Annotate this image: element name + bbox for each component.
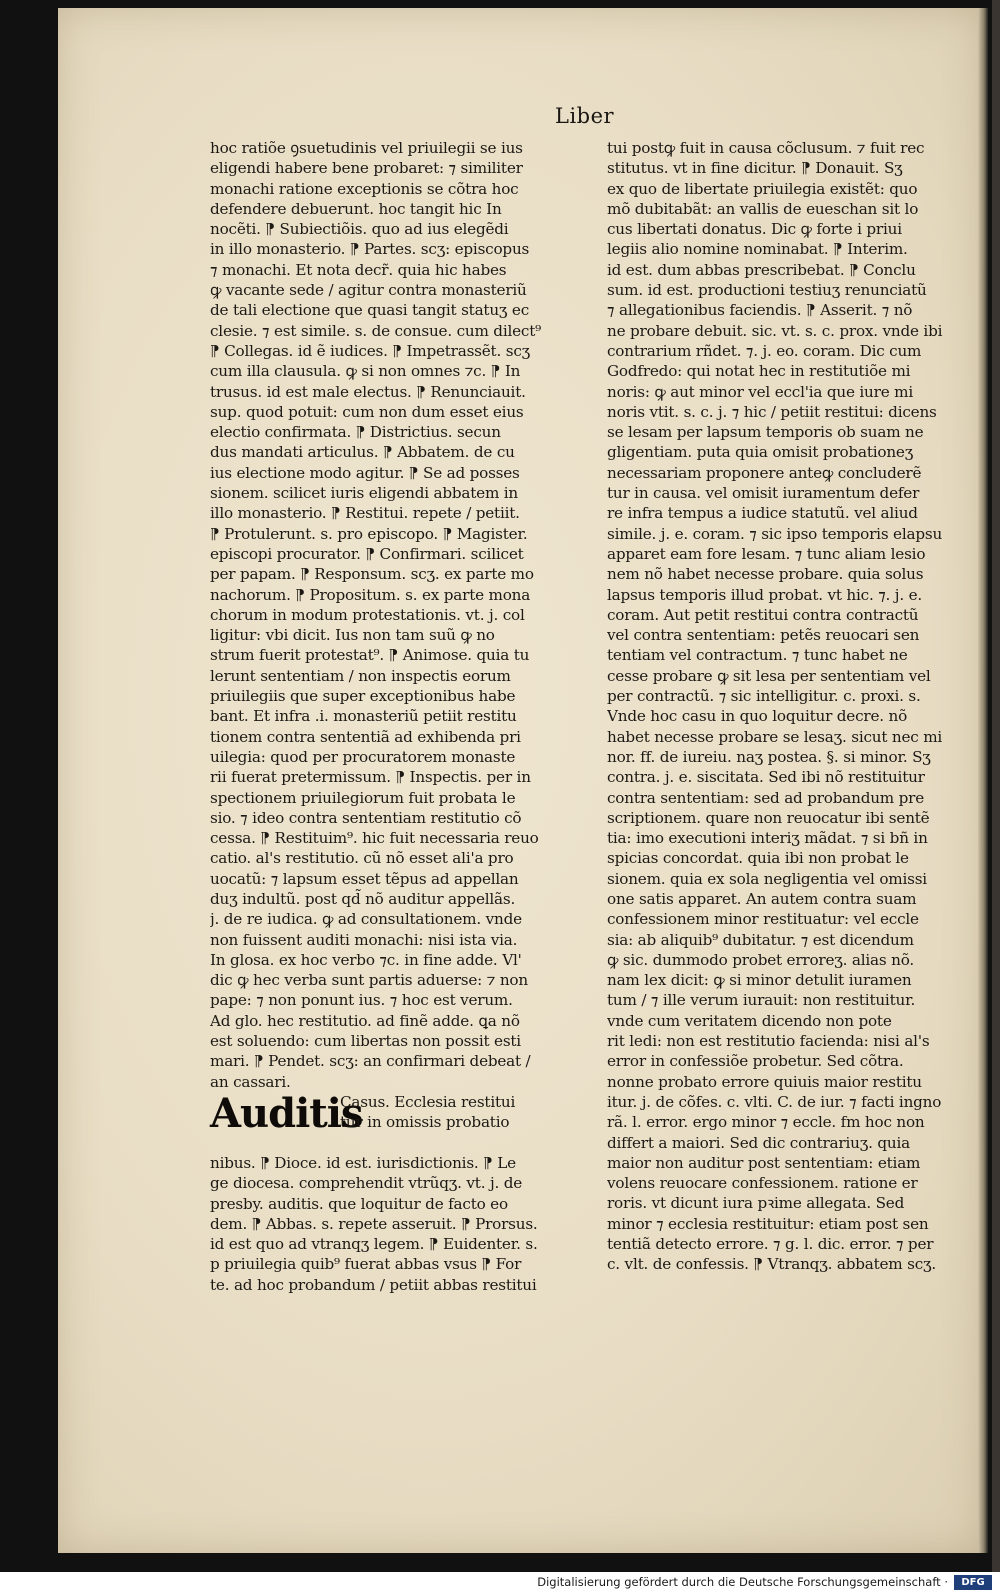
text-line: roris. vt dicunt iura pꝛime allegata. Sed [607, 1194, 905, 1213]
text-line: tur in causa. vel omisit iuramentum defer [607, 484, 920, 503]
text-line: id est quo ad vtranqʒ legem. ⁋ Euidenter. s. [210, 1235, 538, 1254]
text-line: simile. j. e. coram. ⁊ sic ipso temporis elapsu [607, 524, 943, 543]
text-line: apparet eam fore lesam. ⁊ tunc aliam lesio [607, 544, 926, 563]
chapter-head-line: tur in omissis probatio [340, 1113, 510, 1132]
text-line: habet necesse probare se lesaʒ. sicut nec mi [607, 727, 943, 746]
text-line: clesie. ⁊ est simile. s. de consue. cum dilect⁹ [210, 321, 542, 340]
text-line: p priuilegia quib⁹ fuerat abbas vsus ⁋ For [210, 1255, 522, 1274]
text-line: monachi ratione exceptionis se cõtra hoc [210, 179, 519, 198]
left-column-lines [210, 138, 568, 1092]
text-line: nam lex dicit: ꝙ si minor detulit iuramen [607, 971, 912, 990]
text-line: maior non auditur post sententiam: etiam [607, 1153, 921, 1172]
text-line: legiis alio nomine nominabat. ⁋ Interim. [607, 240, 908, 259]
text-line: sionem. scilicet iuris eligendi abbatem in [210, 484, 519, 503]
text-line: scriptionem. quare non reuocatur ibi sentẽ [607, 808, 930, 827]
text-line: sionem. quia ex sola negligentia vel omissi [607, 869, 927, 888]
page-edge [978, 8, 988, 1553]
text-line: mari. ⁋ Pendet. scʒ: an confirmari debeat / [210, 1052, 531, 1071]
text-line: itur. j. de cõfes. c. vlti. C. de iur. ⁊ facti ingno [607, 1092, 942, 1111]
text-line: mõ dubitabãt: an vallis de eueschan sit lo [607, 199, 919, 218]
text-line: noris vtit. s. c. j. ⁊ hic / petiit restitui: dicens [607, 402, 937, 421]
text-line: defendere debuerunt. hoc tangit hic In [210, 199, 502, 218]
text-line: c. vlt. de confessis. ⁋ Vtranqʒ. abbatem scʒ. [607, 1255, 937, 1274]
text-line: electio confirmata. ⁋ Districtius. secun [210, 423, 501, 442]
text-line: chorum in modum protestationis. vt. j. col [210, 605, 525, 624]
text-line: dem. ⁋ Abbas. s. repete asseruit. ⁋ Prorsus. [210, 1214, 538, 1233]
text-line: de tali electione que quasi tangit statuʒ ec [210, 301, 530, 320]
text-line: stitutus. vt in fine dicitur. ⁋ Donauit. Sʒ [607, 159, 903, 178]
text-line: ge diocesa. comprehendit vtrũqʒ. vt. j. de [210, 1174, 523, 1193]
right-column-lines [607, 138, 952, 1275]
text-line: an cassari. [210, 1072, 291, 1091]
text-line: cessa. ⁋ Restituim⁹. hic fuit necessaria reuo [210, 829, 539, 848]
text-line: est soluendo: cum libertas non possit esti [210, 1032, 521, 1051]
text-line: nonne probato errore quiuis maior restitu [607, 1072, 922, 1091]
text-line: id est. dum abbas prescribebat. ⁋ Conclu [607, 260, 916, 279]
text-line: vnde cum veritatem dicendo non pote [607, 1011, 892, 1030]
text-line: confessionem minor restituatur: vel eccle [607, 910, 919, 929]
dfg-logo: DFG [954, 1575, 992, 1590]
text-line: ꝙ sic. dummodo probet erroreʒ. alias nõ. [607, 950, 915, 969]
text-line: cesse probare ꝙ sit lesa per sententiam vel [607, 666, 931, 685]
text-line: Ad glo. hec restitutio. ad finẽ adde. ꝗa nõ [210, 1011, 520, 1030]
text-line: priuilegiis que super exceptionibus habe [210, 687, 516, 706]
text-line: presby. auditis. que loquitur de facto eo [210, 1194, 508, 1213]
chapter-body-lines [210, 1153, 568, 1295]
text-line: ius electione modo agitur. ⁋ Se ad posses [210, 463, 520, 482]
text-line: necessariam proponere anteꝙ concluderẽ [607, 463, 922, 482]
digitization-footer [0, 1572, 1000, 1594]
text-line: cum illa clausula. ꝙ si non omnes ⁊c. ⁋ In [210, 362, 521, 381]
text-line: nocẽti. ⁋ Subiectiõis. quo ad ius elegẽdi [210, 220, 509, 239]
text-line: sup. quod potuit: cum non dum esset eius [210, 402, 524, 421]
text-line: error in confessiõe probetur. Sed cõtra. [607, 1052, 904, 1071]
text-line: tui postꝙ fuit in causa cõclusum. ⁊ fuit rec [607, 139, 925, 157]
text-line: hoc ratiõe ꝯsuetudinis vel priuilegii se ius [210, 139, 523, 157]
text-line: lapsus temporis illud probat. vt hic. ⁊. j. e. [607, 585, 922, 604]
text-line: differt a maiori. Sed dic contrariuʒ. quia [607, 1133, 910, 1152]
text-line: rii fuerat pretermissum. ⁋ Inspectis. per in [210, 768, 531, 787]
text-line: tionem contra sententiã ad exhibenda pri [210, 727, 521, 746]
text-line: ⁊ monachi. Et nota decr̃. quia hic habes [210, 260, 507, 279]
binding-strip [992, 0, 1000, 1572]
text-line: ne probare debuit. sic. vt. s. c. prox. vnde ibi [607, 321, 943, 340]
text-line: tentiã detecto errore. ⁊ g. l. dic. error. ⁊ per [607, 1235, 934, 1254]
chapter-head-line: Casus. Ecclesia restitui [340, 1092, 516, 1111]
text-line: rit ledi: non est restitutio facienda: nisi al's [607, 1032, 930, 1051]
chapter-initial-word: Auditis [210, 1089, 363, 1137]
text-line: duʒ indultũ. post qd̃ nõ auditur appellãs. [210, 889, 516, 908]
text-line: nor. ff. de iureiu. naʒ postea. §. si minor. Sʒ [607, 747, 931, 766]
text-line: Vnde hoc casu in quo loquitur decre. nõ [607, 707, 908, 726]
text-line: gligentiam. puta quia omisit probationeʒ [607, 443, 914, 462]
text-line: catio. al's restitutio. cũ nõ esset ali'a pro [210, 849, 514, 868]
text-line: per contractũ. ⁊ sic intelligitur. c. proxi. s. [607, 687, 921, 706]
text-line: ⁋ Collegas. id ẽ iudices. ⁋ Impetrassẽt. scʒ [210, 341, 530, 360]
text-line: ꝙ vacante sede / agitur contra monasteriũ [210, 281, 527, 300]
text-line: pape: ⁊ non ponunt ius. ⁊ hoc est verum. [210, 991, 513, 1010]
text-line: cus libertati donatus. Dic ꝙ forte i priui [607, 220, 902, 239]
running-head: Liber [555, 104, 615, 128]
text-line: ⁊ allegationibus faciendis. ⁋ Asserit. ⁊ nõ [607, 301, 913, 320]
text-line: In glosa. ex hoc verbo ⁊c. in fine adde. Vl' [210, 950, 522, 969]
text-line: sia: ab aliquib⁹ dubitatur. ⁊ est dicendum [607, 930, 914, 949]
text-line: noris: ꝙ aut minor vel eccl'ia que iure mi [607, 382, 913, 401]
text-line: trusus. id est male electus. ⁋ Renunciauit. [210, 382, 526, 401]
funding-credit: Digitalisierung gefördert durch die Deutsche Forschungsgemeinschaft · [537, 1575, 948, 1589]
text-line: one satis apparet. An autem contra suam [607, 889, 917, 908]
text-line: nem nõ habet necesse probare. quia solus [607, 565, 924, 584]
text-line: sio. ⁊ ideo contra sententiam restitutio cõ [210, 808, 522, 827]
text-line: minor ⁊ ecclesia restituitur: etiam post sen [607, 1214, 929, 1233]
text-line: vel contra sententiam: petẽs reuocari sen [607, 626, 920, 645]
text-line: Godfredo: qui notat hec in restitutiõe mi [607, 362, 911, 381]
left-text-column [210, 138, 568, 1295]
text-line: ⁋ Protulerunt. s. pro episcopo. ⁋ Magister. [210, 524, 528, 543]
text-line: contra. j. e. siscitata. Sed ibi nõ restituitur [607, 768, 925, 787]
text-line: in illo monasterio. ⁋ Partes. scʒ: episcopus [210, 240, 530, 259]
text-line: volens reuocare confessionem. ratione er [607, 1174, 918, 1193]
text-line: uilegia: quod per procuratorem monaste [210, 747, 516, 766]
right-text-column [607, 138, 952, 1275]
text-line: dic ꝙ hec verba sunt partis aduerse: ⁊ non [210, 971, 528, 990]
text-line: re infra tempus a iudice statutũ. vel aliud [607, 504, 918, 523]
text-line: episcopi procurator. ⁋ Confirmari. scilicet [210, 544, 524, 563]
text-line: lerunt sententiam / non inspectis eorum [210, 666, 511, 685]
chapter-heading [210, 1089, 568, 1153]
text-line: rã. l. error. ergo minor ⁊ eccle. fm hoc non [607, 1113, 925, 1132]
text-line: illo monasterio. ⁋ Restitui. repete / petiit. [210, 504, 520, 523]
text-line: spectionem priuilegiorum fuit probata le [210, 788, 516, 807]
text-line: bant. Et infra .i. monasteriũ petiit restitu [210, 707, 517, 726]
text-line: spicias concordat. quia ibi non probat le [607, 849, 909, 868]
text-line: strum fuerit protestat⁹. ⁋ Animose. quia tu [210, 646, 530, 665]
text-line: nibus. ⁋ Dioce. id est. iurisdictionis. ⁋ Le [210, 1153, 516, 1172]
text-line: contrarium rñdet. ⁊. j. eo. coram. Dic cum [607, 341, 922, 360]
text-line: tum / ⁊ ille verum iurauit: non restituitur. [607, 991, 916, 1010]
text-line: te. ad hoc probandum / petiit abbas restitui [210, 1275, 537, 1294]
text-line: per papam. ⁋ Responsum. scʒ. ex parte mo [210, 565, 534, 584]
text-line: j. de re iudica. ꝙ ad consultationem. vnde [210, 910, 522, 929]
text-line: sum. id est. productioni testiuʒ renunciatũ [607, 281, 927, 300]
text-line: non fuissent auditi monachi: nisi ista via. [210, 930, 518, 949]
text-line: ligitur: vbi dicit. Ius non tam suũ ꝙ no [210, 626, 495, 645]
text-line: ex quo de libertate priuilegia existẽt: quo [607, 179, 918, 198]
text-line: tentiam vel contractum. ⁊ tunc habet ne [607, 646, 908, 665]
text-line: tia: imo executioni interiʒ mãdat. ⁊ si bñ in [607, 829, 928, 848]
text-line: contra sententiam: sed ad probandum pre [607, 788, 924, 807]
text-line: eligendi habere bene probaret: ⁊ similiter [210, 159, 523, 178]
text-line: coram. Aut petit restitui contra contractũ [607, 605, 919, 624]
text-line: se lesam per lapsum temporis ob suam ne [607, 423, 924, 442]
text-line: dus mandati articulus. ⁋ Abbatem. de cu [210, 443, 515, 462]
text-line: uocatũ: ⁊ lapsum esset tẽpus ad appellan [210, 869, 519, 888]
text-line: nachorum. ⁋ Propositum. s. ex parte mona [210, 585, 531, 604]
